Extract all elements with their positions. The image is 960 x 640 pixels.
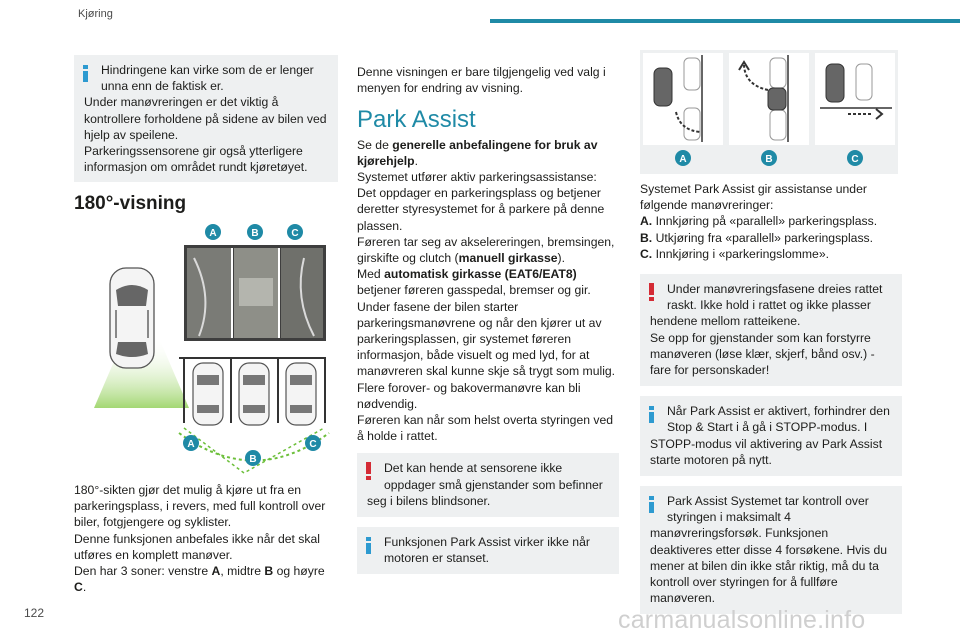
info-icon xyxy=(366,537,371,553)
info-note-box xyxy=(640,396,902,476)
paragraph: Denne funksjonen anbefales ikke når det skal utføres en komplett manøver. xyxy=(74,531,320,562)
list-item: B. Utkjøring fra «parallell» parkeringsplass. xyxy=(640,230,874,245)
paragraph: Flere forover- og bakovermanøvre kan bli nødvendig. xyxy=(357,380,581,411)
column-1-body xyxy=(74,482,338,595)
car-top-view xyxy=(110,268,154,368)
note-text: unna enn de faktisk er. xyxy=(101,79,224,94)
svg-text:B: B xyxy=(251,228,259,239)
info-icon xyxy=(83,65,88,81)
note-text: Når Park Assist er aktivert, forhindrer den xyxy=(667,404,890,419)
parked-car xyxy=(193,363,223,425)
zone-label-b xyxy=(245,450,261,466)
parked-car xyxy=(286,363,316,425)
scenario-label-c xyxy=(847,150,863,166)
scenario-label-b xyxy=(761,150,777,166)
note-text: manøvreringsforsøk. Funksjonen deaktiveres etter disse 4 forsøkene. Hvis du mener at bilen din ikke står riktig, må du ta kontroll over styringen for å fullføre manøveren. xyxy=(650,526,888,606)
note-text: STOPP-modus vil aktivering av Park Assist starte motoren på nytt. xyxy=(650,436,883,467)
list-item: A. Innkjøring på «parallell» parkeringsplass. xyxy=(640,214,878,229)
note-text: Stop & Start i å gå i STOPP-modus. I xyxy=(667,420,868,435)
note-text: Under manøvreringen er det viktig å kontrollere forholdene på sidene av bilen ved hjelp av speilene. xyxy=(84,95,327,142)
paragraph: Se de generelle anbefalingene for bruk av kjørehjelp. xyxy=(357,137,598,168)
note-text: Under manøvreringsfasene dreies rattet xyxy=(667,282,883,297)
svg-text:C: C xyxy=(291,228,299,239)
note-text: Parkeringssensorene gir også ytterligere informasjon om området rundt kjøretøyet. xyxy=(84,144,308,175)
note-text: styringen i maksimalt 4 xyxy=(667,510,791,525)
column-3 xyxy=(640,181,902,614)
paragraph: Under fasene der bilen starter parkeringsmanøvrene og når den kjører ut av parkeringsplassen, gir systemet føreren informasjon, både visuelt og med lyd, for at manøvreren skal kunne skje så trygt som mulig. xyxy=(357,299,616,379)
info-icon xyxy=(649,496,654,512)
zone-label-b xyxy=(247,224,263,240)
paragraph: Denne visningen er bare tilgjengelig ved valg i menyen for endring av visning. xyxy=(357,65,606,96)
warning-icon xyxy=(649,283,654,301)
note-text: seg i bilens blindsoner. xyxy=(367,493,491,508)
paragraph: Systemet utfører aktiv parkeringsassistanse: Det oppdager en parkeringsplass og betjener deretter styresystemet for å parkere på denne plassen. xyxy=(357,170,605,233)
paragraph: Den har 3 soner: venstre A, midtre B og høyre C. xyxy=(74,564,325,595)
paragraph: Føreren kan når som helst overta styringen ved å holde i rattet. xyxy=(357,413,614,444)
paragraph: Systemet Park Assist gir assistanse under følgende manøvreringer: xyxy=(640,182,867,213)
svg-text:B: B xyxy=(249,454,257,465)
note-text: oppdager små gjenstander som befinner xyxy=(384,477,603,492)
column-2 xyxy=(357,64,619,574)
section-heading-180: 180°-visning xyxy=(74,193,187,214)
zone-label-c xyxy=(305,435,321,451)
note-text: Hindringene kan virke som de er lenger xyxy=(101,63,314,77)
header-accent-bar xyxy=(490,19,960,23)
warning-note-box xyxy=(357,453,619,517)
column-1 xyxy=(74,55,338,182)
note-text: Funksjonen Park Assist virker ikke når xyxy=(384,535,590,550)
parked-car xyxy=(239,363,269,425)
park-assist-figure xyxy=(640,50,898,174)
info-icon xyxy=(649,406,654,422)
zone-label-c xyxy=(287,224,303,240)
info-note-box xyxy=(640,486,902,614)
note-text: motoren er stanset. xyxy=(384,551,489,566)
svg-text:A: A xyxy=(187,439,195,450)
paragraph: 180°-sikten gjør det mulig å kjøre ut fra en parkeringsplass, i revers, med full kontroll over biler, fotgjengere og syklister. xyxy=(74,483,326,530)
svg-text:C: C xyxy=(309,439,317,450)
zone-label-a xyxy=(183,435,199,451)
figure-180-view xyxy=(74,218,338,478)
info-note-box xyxy=(74,55,338,182)
list-item: C. Innkjøring i «parkeringslomme». xyxy=(640,246,829,261)
note-text: Det kan hende at sensorene ikke xyxy=(384,461,563,476)
svg-text:C: C xyxy=(851,154,859,165)
watermark: carmanualsonline.info xyxy=(618,606,866,634)
header-section-title: Kjøring xyxy=(78,8,113,20)
svg-text:B: B xyxy=(765,154,773,165)
note-text: hendene mellom ratteikene. xyxy=(650,314,801,329)
page-number: 122 xyxy=(24,606,45,620)
note-text: Park Assist Systemet tar kontroll over xyxy=(667,494,869,509)
info-note-box xyxy=(357,527,619,574)
scenario-label-a xyxy=(675,150,691,166)
note-text: Se opp for gjenstander som kan forstyrre manøveren (løse klær, skjerf, bånd osv.) - fare for personskader! xyxy=(650,330,875,378)
paragraph: Med automatisk girkasse (EAT6/EAT8) betjener føreren gasspedal, bremser og gir. xyxy=(357,267,591,298)
paragraph: Føreren tar seg av akselereringen, bremsingen, girskifte og clutch (manuell girkasse). xyxy=(357,234,615,266)
warning-note-box xyxy=(640,274,902,386)
zone-label-a xyxy=(205,224,221,240)
section-heading-park-assist: Park Assist xyxy=(357,106,476,134)
svg-text:A: A xyxy=(209,228,217,239)
warning-icon xyxy=(366,462,371,480)
note-text: raskt. Ikke hold i rattet og ikke plasser xyxy=(667,298,871,313)
svg-text:A: A xyxy=(679,154,687,165)
